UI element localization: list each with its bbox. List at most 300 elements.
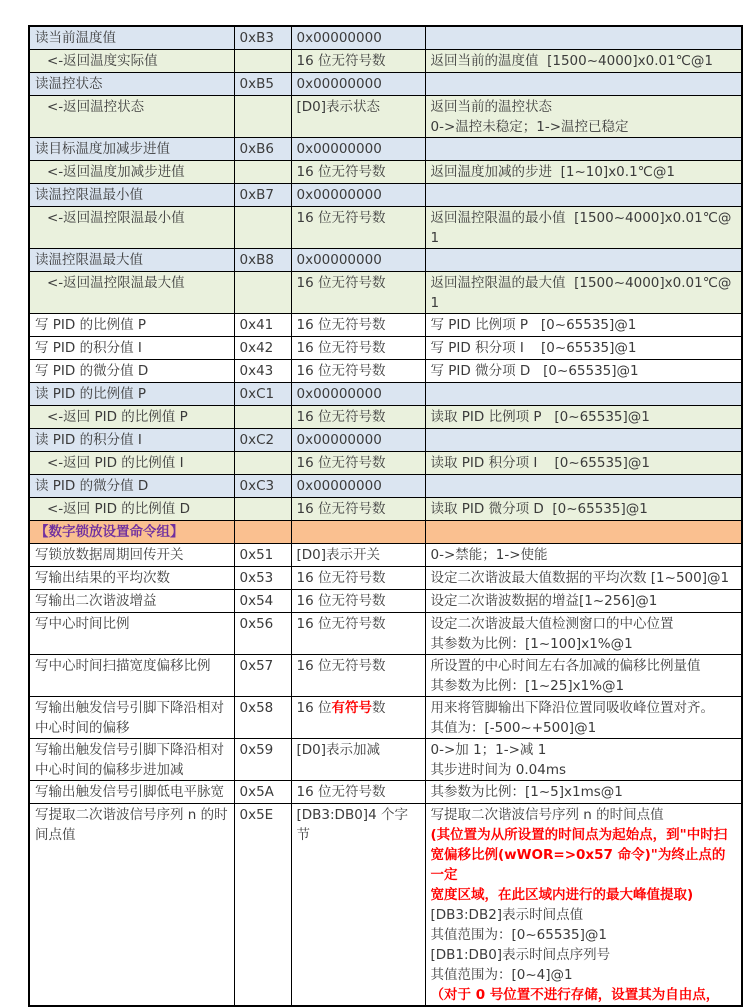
table-row [29, 739, 742, 781]
cell-col4 [425, 697, 742, 739]
cell-text: 0->禁能；1->使能 [430, 547, 548, 563]
cell-line [431, 845, 737, 885]
table-row [29, 804, 742, 1007]
cell-text: 0x00000000 [296, 187, 382, 203]
cell-text: <-返回温控状态 [47, 99, 145, 115]
cell-text: 0x00000000 [296, 478, 382, 494]
table-row [29, 73, 742, 96]
cell-col1 [29, 655, 234, 697]
cell-text: 读 PID 的比例值 P [35, 386, 147, 402]
cell-text: 读温控状态 [35, 76, 103, 92]
cell-col3 [291, 272, 425, 314]
cell-line [297, 208, 420, 228]
cell-text: 0x57 [239, 658, 274, 674]
cell-line [431, 698, 737, 718]
cell-line [431, 407, 737, 427]
cell-text: 16 位无符号数 [296, 593, 386, 609]
red-emphasis-text: 有符号 [331, 700, 372, 716]
cell-line [431, 825, 737, 845]
cell-line [297, 384, 420, 404]
cell-text: 数 [371, 700, 386, 716]
cell-text: <-返回温度实际值 [47, 53, 158, 69]
cell-col1 [29, 544, 234, 567]
cell-col3 [291, 73, 425, 96]
cell-col4 [425, 249, 742, 272]
cell-text: 16 位无符号数 [296, 363, 386, 379]
command-table-body [29, 26, 742, 1006]
cell-col4 [425, 96, 742, 138]
cell-text: 读取 PID 积分项 I [0~65535]@1 [430, 455, 651, 471]
cell-col4 [425, 73, 742, 96]
cell-text: [D0]表示加减 [296, 742, 381, 758]
cell-line [240, 51, 286, 71]
cell-col1 [29, 249, 234, 272]
cell-line [297, 522, 420, 542]
cell-line [431, 430, 737, 450]
cell-line [35, 338, 229, 358]
cell-text: 16 位 [296, 700, 332, 716]
table-row [29, 314, 742, 337]
cell-col2 [234, 360, 291, 383]
cell-text: [DB3:DB0]4 个字节 [296, 807, 408, 843]
cell-col3 [291, 314, 425, 337]
cell-col4 [425, 739, 742, 781]
cell-col4 [425, 452, 742, 475]
cell-line [240, 805, 286, 825]
cell-col4 [425, 804, 742, 1007]
cell-col4 [425, 521, 742, 544]
cell-col3 [291, 429, 425, 452]
cell-text: 【数字锁放设置命令组】 [35, 524, 184, 540]
cell-line [240, 28, 286, 48]
cell-col3 [291, 498, 425, 521]
cell-line [240, 476, 286, 496]
cell-text: 读温控限温最大值 [35, 252, 143, 268]
cell-col2 [234, 26, 291, 50]
cell-col1 [29, 429, 234, 452]
cell-col4 [425, 138, 742, 161]
cell-text: 0x00000000 [296, 386, 382, 402]
cell-col3 [291, 590, 425, 613]
cell-col2 [234, 567, 291, 590]
cell-text: 0x41 [239, 317, 274, 333]
cell-line [297, 499, 420, 519]
cell-col4 [425, 590, 742, 613]
cell-line [297, 698, 420, 718]
cell-line [35, 185, 229, 205]
cell-col2 [234, 383, 291, 406]
cell-text: 0x43 [239, 363, 274, 379]
cell-text: 写 PID 比例项 P [0~65535]@1 [430, 317, 637, 333]
cell-line [35, 782, 229, 802]
cell-line [35, 28, 229, 48]
cell-col4 [425, 360, 742, 383]
cell-line [47, 499, 229, 519]
cell-line [297, 74, 420, 94]
cell-line [431, 925, 737, 945]
cell-col2 [234, 207, 291, 249]
cell-col1 [29, 184, 234, 207]
cell-text: 写 PID 的微分值 D [35, 363, 149, 379]
cell-line [431, 740, 737, 760]
cell-col1 [29, 360, 234, 383]
cell-line [431, 905, 737, 925]
cell-line [240, 499, 286, 519]
cell-line [431, 361, 737, 381]
cell-line [240, 273, 286, 293]
cell-text: 0xB3 [239, 30, 274, 46]
cell-line [297, 315, 420, 335]
cell-text: 读当前温度值 [35, 30, 116, 46]
cell-text: <-返回 PID 的比例值 D [47, 501, 190, 517]
cell-text: 用来将管脚输出下降沿位置同吸收峰位置对齐。 [430, 700, 714, 716]
cell-line [431, 250, 737, 270]
cell-line [431, 499, 737, 519]
cell-line [431, 945, 737, 965]
cell-line [431, 614, 737, 634]
cell-col4 [425, 207, 742, 249]
table-row [29, 544, 742, 567]
cell-col2 [234, 429, 291, 452]
cell-line [431, 315, 737, 335]
cell-line [431, 522, 737, 542]
cell-text: 0->加 1；1->减 1 [430, 742, 547, 758]
cell-text: 写提取二次谐波信号序列 n 的时间点值 [35, 807, 228, 843]
cell-line [431, 208, 737, 248]
cell-col2 [234, 804, 291, 1007]
cell-col1 [29, 406, 234, 429]
cell-col4 [425, 613, 742, 655]
cell-line [431, 338, 737, 358]
cell-line [35, 430, 229, 450]
cell-line [240, 545, 286, 565]
cell-text: 读取 PID 微分项 D [0~65535]@1 [430, 501, 648, 517]
cell-line [431, 676, 737, 696]
cell-text: 写 PID 积分项 I [0~65535]@1 [430, 340, 637, 356]
cell-line [431, 117, 737, 137]
cell-text: 写 PID 微分项 D [0~65535]@1 [430, 363, 639, 379]
cell-col2 [234, 73, 291, 96]
cell-text: 0x00000000 [296, 141, 382, 157]
cell-text: [DB3:DB2]表示时间点值 [430, 907, 584, 923]
cell-line [431, 74, 737, 94]
cell-col4 [425, 498, 742, 521]
cell-line [240, 656, 286, 676]
section-header-row [29, 521, 742, 544]
cell-text: 0x00000000 [296, 76, 382, 92]
cell-text: 16 位无符号数 [296, 210, 386, 226]
cell-line [47, 273, 229, 293]
cell-line [47, 51, 229, 71]
cell-col3 [291, 207, 425, 249]
table-row [29, 567, 742, 590]
cell-text: 所设置的中心时间左右各加减的偏移比例量值 [430, 658, 701, 674]
cell-line [297, 568, 420, 588]
cell-col3 [291, 697, 425, 739]
cell-line [35, 545, 229, 565]
cell-line [431, 568, 737, 588]
cell-line [431, 805, 737, 825]
red-emphasis-text: (其位置为从所设置的时间点为起始点，到"中时扫 [430, 827, 728, 843]
cell-line [47, 208, 229, 228]
cell-line [297, 338, 420, 358]
cell-line [431, 273, 737, 313]
table-row [29, 337, 742, 360]
cell-col1 [29, 272, 234, 314]
cell-text: 其参数为比例：[1~100]x1%@1 [430, 636, 633, 652]
cell-line [431, 965, 737, 985]
table-row [29, 207, 742, 249]
cell-text: 0x42 [239, 340, 274, 356]
cell-line [35, 614, 229, 634]
cell-text: 写中心时间比例 [35, 616, 130, 632]
cell-text: 返回当前的温度值 [1500~4000]x0.01℃@1 [430, 53, 713, 69]
cell-line [431, 476, 737, 496]
cell-col1 [29, 452, 234, 475]
cell-text: [D0]表示开关 [296, 547, 381, 563]
table-row [29, 406, 742, 429]
cell-col2 [234, 406, 291, 429]
table-row [29, 655, 742, 697]
cell-text: 读目标温度加减步进值 [35, 141, 170, 157]
cell-col3 [291, 383, 425, 406]
table-row [29, 475, 742, 498]
red-emphasis-text: 宽偏移比例(wWOR=>0x57 命令)"为终止点的一定 [430, 847, 726, 883]
cell-text: 返回当前的温控状态 [430, 99, 552, 115]
cell-text: 写中心时间扫描宽度偏移比例 [35, 658, 211, 674]
cell-line [240, 97, 286, 117]
table-row [29, 498, 742, 521]
cell-text: 写输出触发信号引脚下降沿相对中心时间的偏移 [35, 700, 224, 736]
cell-text: 16 位无符号数 [296, 409, 386, 425]
cell-line [240, 315, 286, 335]
cell-text: 返回温度加减的步进 [1~10]x0.1℃@1 [430, 164, 675, 180]
cell-line [297, 476, 420, 496]
cell-col2 [234, 96, 291, 138]
cell-text: 0xB6 [239, 141, 274, 157]
cell-col2 [234, 138, 291, 161]
cell-col4 [425, 161, 742, 184]
cell-text: 16 位无符号数 [296, 317, 386, 333]
cell-line [297, 740, 420, 760]
red-emphasis-text: （对于 0 号位置不进行存储，设置其为自由点， [430, 987, 720, 1003]
cell-text: 16 位无符号数 [296, 501, 386, 517]
cell-line [240, 74, 286, 94]
cell-text: 16 位无符号数 [296, 164, 386, 180]
cell-text: 16 位无符号数 [296, 658, 386, 674]
cell-text: 返回温控限温的最大值 [1500~4000]x0.01℃@1 [430, 275, 732, 311]
cell-col1 [29, 314, 234, 337]
cell-line [35, 522, 229, 542]
cell-col3 [291, 96, 425, 138]
cell-text: 0x00000000 [296, 252, 382, 268]
cell-line [297, 361, 420, 381]
cell-col3 [291, 161, 425, 184]
cell-line [431, 985, 737, 1005]
cell-line [431, 885, 737, 905]
cell-line [431, 384, 737, 404]
cell-line [35, 315, 229, 335]
cell-line [35, 740, 229, 780]
cell-col2 [234, 655, 291, 697]
cell-text: 0x56 [239, 616, 274, 632]
cell-line [240, 522, 286, 542]
cell-text: [D0]表示状态 [296, 99, 381, 115]
cell-text: 其参数为比例：[1~5]x1ms@1 [430, 784, 623, 800]
cell-text: <-返回温控限温最小值 [47, 210, 185, 226]
cell-text: 写输出二次谐波增益 [35, 593, 157, 609]
cell-col3 [291, 406, 425, 429]
cell-col3 [291, 26, 425, 50]
cell-col4 [425, 383, 742, 406]
cell-col1 [29, 804, 234, 1007]
cell-col2 [234, 249, 291, 272]
cell-col1 [29, 337, 234, 360]
cell-line [35, 568, 229, 588]
cell-line [240, 250, 286, 270]
cell-line [431, 718, 737, 738]
cell-col2 [234, 272, 291, 314]
table-row [29, 697, 742, 739]
cell-text: 0x5A [239, 784, 274, 800]
cell-text: 16 位无符号数 [296, 275, 386, 291]
table-row [29, 429, 742, 452]
cell-line [35, 361, 229, 381]
cell-col3 [291, 613, 425, 655]
cell-line [240, 614, 286, 634]
cell-col3 [291, 655, 425, 697]
cell-text: 其步进时间为 0.04ms [430, 762, 567, 778]
cell-line [240, 139, 286, 159]
cell-line [297, 545, 420, 565]
cell-text: 0->温控未稳定；1->温控已稳定 [430, 119, 629, 135]
red-emphasis-text: 宽度区域，在此区域内进行的最大峰值提取) [430, 887, 694, 903]
cell-col4 [425, 406, 742, 429]
cell-text: 16 位无符号数 [296, 53, 386, 69]
cell-line [297, 51, 420, 71]
cell-line [240, 591, 286, 611]
cell-line [431, 634, 737, 654]
table-row [29, 360, 742, 383]
cell-line [431, 28, 737, 48]
cell-line [297, 28, 420, 48]
cell-line [297, 805, 420, 845]
cell-col1 [29, 613, 234, 655]
cell-text: 0x00000000 [296, 30, 382, 46]
cell-text: 写输出结果的平均次数 [35, 570, 170, 586]
cell-line [297, 453, 420, 473]
cell-text: 写输出触发信号引脚低电平脉宽 [35, 784, 224, 800]
table-row [29, 96, 742, 138]
cell-line [297, 614, 420, 634]
cell-text: 16 位无符号数 [296, 570, 386, 586]
table-row [29, 383, 742, 406]
cell-line [35, 74, 229, 94]
cell-line [297, 250, 420, 270]
cell-text: 写输出触发信号引脚下降沿相对中心时间的偏移步进加减 [35, 742, 224, 778]
cell-text: 0x58 [239, 700, 274, 716]
cell-col3 [291, 452, 425, 475]
cell-line [47, 407, 229, 427]
cell-col2 [234, 544, 291, 567]
cell-col1 [29, 521, 234, 544]
cell-text: 0x59 [239, 742, 274, 758]
cell-line [35, 698, 229, 738]
cell-line [240, 185, 286, 205]
table-row [29, 613, 742, 655]
cell-col1 [29, 26, 234, 50]
cell-text: 写 PID 的积分值 I [35, 340, 142, 356]
cell-col3 [291, 138, 425, 161]
table-row [29, 272, 742, 314]
cell-text: 读温控限温最小值 [35, 187, 143, 203]
cell-col2 [234, 498, 291, 521]
cell-col4 [425, 337, 742, 360]
cell-text: 设定二次谐波数据的增益[1~256]@1 [430, 593, 658, 609]
cell-col4 [425, 655, 742, 697]
cell-line [47, 162, 229, 182]
cell-col4 [425, 184, 742, 207]
cell-line [431, 162, 737, 182]
cell-col4 [425, 544, 742, 567]
cell-line [297, 162, 420, 182]
table-row [29, 184, 742, 207]
cell-text: 0xB7 [239, 187, 274, 203]
cell-col4 [425, 314, 742, 337]
cell-col3 [291, 337, 425, 360]
cell-text: 0xB5 [239, 76, 274, 92]
cell-text: 0x5E [239, 807, 274, 823]
cell-col3 [291, 544, 425, 567]
cell-col3 [291, 50, 425, 73]
cell-col1 [29, 498, 234, 521]
cell-text: <-返回温度加减步进值 [47, 164, 185, 180]
cell-line [297, 97, 420, 117]
table-row [29, 50, 742, 73]
cell-line [47, 97, 229, 117]
cell-col2 [234, 452, 291, 475]
cell-line [240, 782, 286, 802]
cell-col2 [234, 337, 291, 360]
cell-text: [DB1:DB0]表示时间点序列号 [430, 947, 611, 963]
cell-line [297, 782, 420, 802]
cell-col3 [291, 567, 425, 590]
cell-col2 [234, 521, 291, 544]
table-row [29, 138, 742, 161]
cell-text: 0xB8 [239, 252, 274, 268]
cell-text: 其参数为比例：[1~25]x1%@1 [430, 678, 625, 694]
cell-line [35, 250, 229, 270]
cell-text: 设定二次谐波最大值数据的平均次数 [1~500]@1 [430, 570, 730, 586]
cell-line [47, 453, 229, 473]
cell-col4 [425, 26, 742, 50]
cell-text: 读取 PID 比例项 P [0~65535]@1 [430, 409, 650, 425]
cell-text: 0xC3 [239, 478, 275, 494]
cell-text: 读 PID 的积分值 I [35, 432, 142, 448]
cell-text: 返回温控限温的最小值 [1500~4000]x0.01℃@1 [430, 210, 732, 246]
cell-col1 [29, 50, 234, 73]
cell-line [297, 273, 420, 293]
cell-col2 [234, 697, 291, 739]
cell-text: 16 位无符号数 [296, 340, 386, 356]
cell-line [297, 185, 420, 205]
cell-col3 [291, 781, 425, 804]
cell-line [240, 407, 286, 427]
cell-col2 [234, 161, 291, 184]
cell-line [240, 568, 286, 588]
cell-text: 写提取二次谐波信号序列 n 的时间点值 [430, 807, 664, 823]
cell-line [240, 698, 286, 718]
